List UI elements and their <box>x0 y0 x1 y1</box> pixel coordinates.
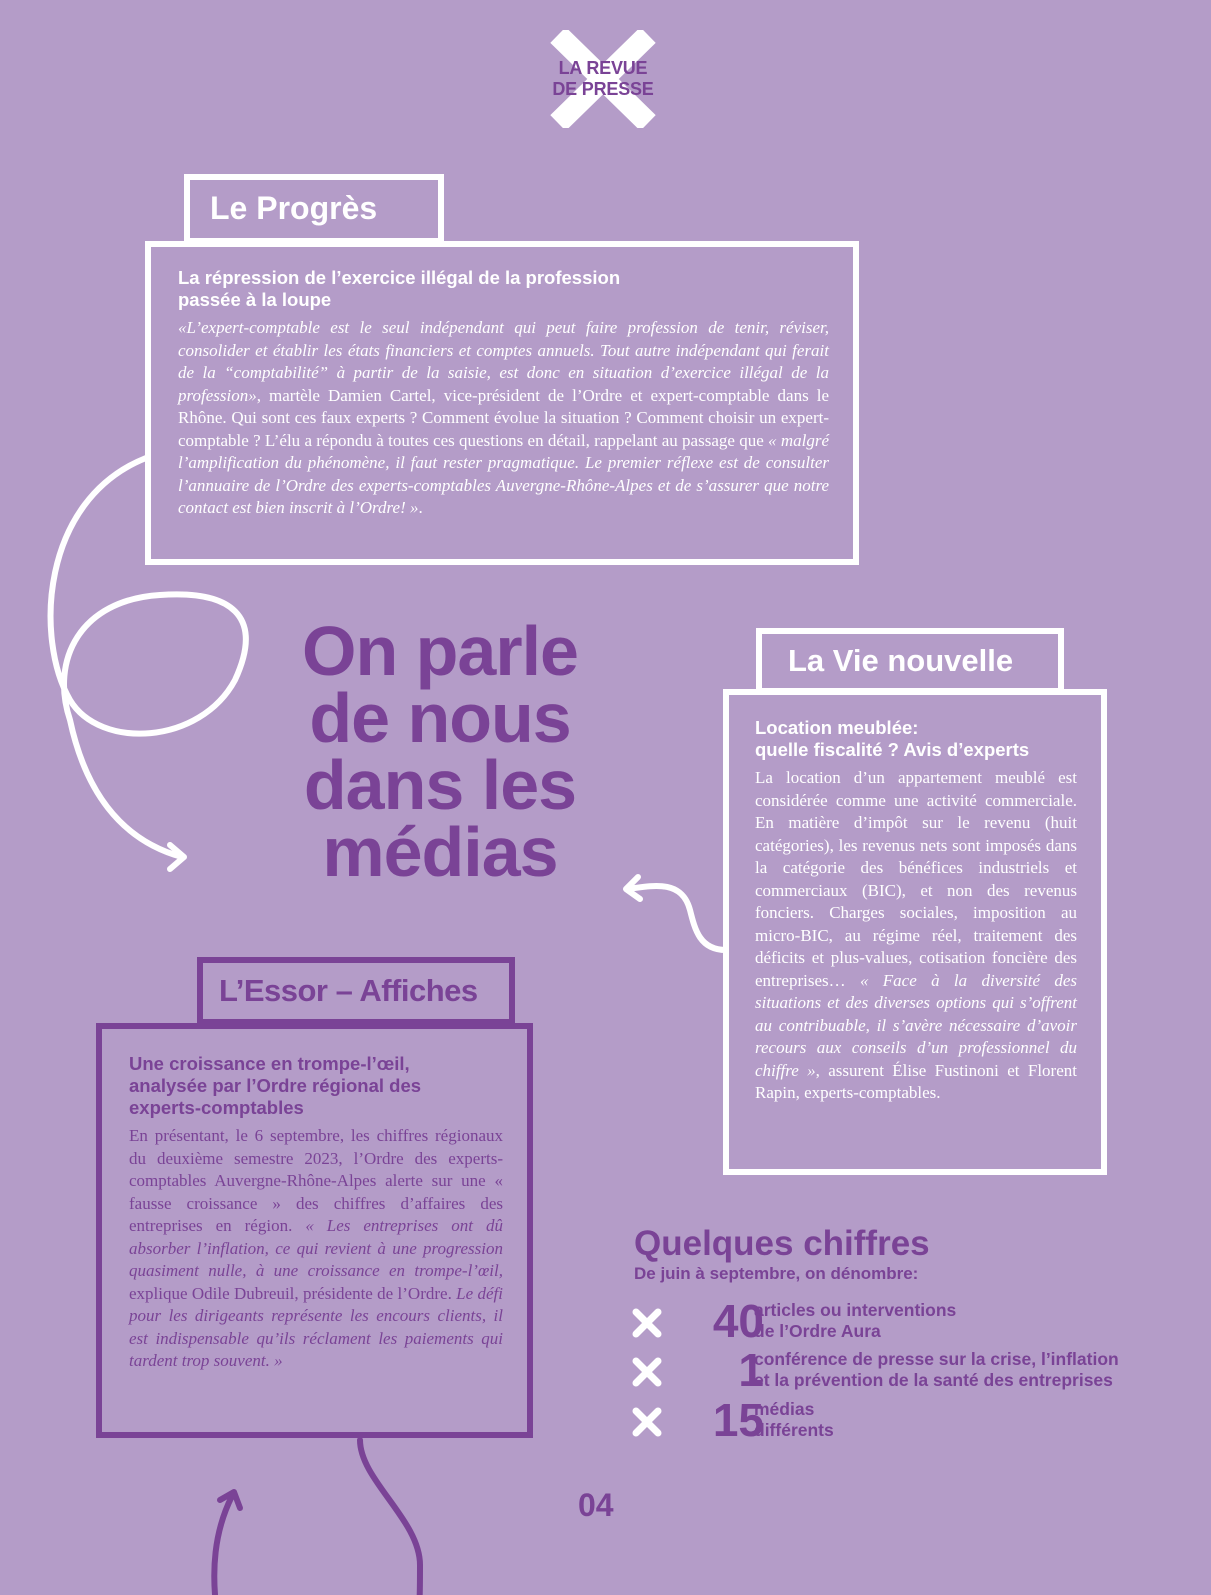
stats-title: Quelques chiffres <box>634 1224 930 1263</box>
article-body <box>755 767 1077 1105</box>
right-arrow-curve <box>628 886 726 950</box>
logo-line-2: DE PRESSE <box>552 79 654 99</box>
article-headline <box>129 1053 503 1119</box>
article-body <box>178 317 829 520</box>
title-line-2: de nous <box>309 679 571 757</box>
article-headline <box>755 717 1077 761</box>
page-number: 04 <box>578 1487 614 1523</box>
body-text-1: En présentant, le 6 septembre, les chiffres régionaux du deuxième semestre 2023, l’Ordre des experts-comptables Auvergne-Rhône-Alpes alerte sur une « fausse croissance » des chiffres d’affaires des entreprises en région. <box>129 1126 503 1235</box>
quote-2: « malgré l’amplification du phénomène, il faut rester pragmatique. Le premier réflexe est de consulter l’annuaire de l’Ordre des experts-comptables Auvergne-Rhône-Alpes et de s’assurer que notre contact est bien inscrit à l’Ordre! » <box>178 430 829 517</box>
source-tab-la-vie-nouvelle <box>756 628 1064 694</box>
title-line-3: dans les <box>303 746 577 824</box>
logo-line-1: LA REVUE <box>558 58 648 78</box>
title-line-1: On parle <box>302 612 578 690</box>
quote-1: « Les entreprises ont dû absorber l’inflation, ce qui revient à une progression quasiment nulle, à une croissance en trompe-l’œil, <box>129 1216 503 1280</box>
body-text-2: . <box>418 498 423 517</box>
stat-value: 15 <box>712 1394 764 1446</box>
arrowhead-left <box>170 845 184 869</box>
headline-line-3: experts-comptables <box>129 1097 304 1118</box>
stat-row <box>632 1344 1192 1396</box>
article-la-vie-nouvelle <box>723 689 1107 1175</box>
source-name: La Vie nouvelle <box>788 643 1014 678</box>
source-tab-le-progres <box>184 174 444 244</box>
bottom-arrowhead <box>220 1492 240 1508</box>
cross-icon <box>632 1357 662 1387</box>
headline-line-2: quelle fiscalité ? Avis d’experts <box>755 739 1030 760</box>
headline-line-2: analysée par l’Ordre régional des <box>129 1075 422 1096</box>
stat-value: 40 <box>712 1295 764 1347</box>
stat-label <box>754 1349 1119 1390</box>
logo-text <box>548 58 658 100</box>
stat-label-line-1: médias <box>754 1399 815 1419</box>
article-lessor-affiches <box>96 1023 533 1438</box>
quote-1: « Face à la diversité des situations et des diverses options qui s’offrent au contribuable, il s’avère nécessaire d’avoir recours aux conseils d’un professionnel du chiffre » <box>755 970 1077 1080</box>
body-text-1: La location d’un appartement meublé est considérée comme une activité commerciale. En matière d’impôt sur le revenu (huit catégories), les revenus nets sont imposés dans la catégorie des bénéfices industriels et commerciaux (BIC), et non des revenus fonciers. Charges sociales, imposition au micro-BIC, au régime réel, traitement des déficits et plus-values, cotisation foncière des entreprises… <box>755 768 1077 990</box>
quote-1: «L’expert-comptable est le seul indépendant qui peut faire profession de tenir, réviser, consolider et établir les états financiers et comptes annuels. Tout autre indépendant qui ferait de la “comptabilité” à partir de la saisie, est donc en situation d’exercice illégal de la profession» <box>178 318 829 405</box>
body-text-1: , martèle Damien Cartel, vice-président de l’Ordre et expert-comptable dans le Rhône. Qui sont ces faux experts ? Comment évolue la situation ? Comment choisir un expert-comptable ? L’élu a répondu à toutes ces questions en détail, rappelant au passage que <box>178 385 829 450</box>
stat-label-line-1: conférence de presse sur la crise, l’inflation <box>754 1349 1119 1369</box>
stat-label <box>754 1399 834 1440</box>
stat-label <box>754 1300 956 1341</box>
cross-icon <box>632 1407 662 1437</box>
stat-label-line-2: de l’Ordre Aura <box>754 1320 881 1341</box>
quote-2: Le défi pour les dirigeants représente les encours clients, il est indispensable qu’ils réclament les paiements qui tardent trop souvent. » <box>129 1283 503 1370</box>
bottom-purple-curve <box>360 1440 420 1595</box>
source-name: Le Progrès <box>210 190 378 226</box>
stat-row <box>632 1295 1192 1347</box>
stat-value: 1 <box>738 1344 764 1396</box>
article-body <box>129 1125 503 1373</box>
title-line-4: médias <box>322 813 558 891</box>
body-text-2: explique Odile Dubreuil, présidente de l’Ordre. <box>129 1283 457 1303</box>
headline-line-1: La répression de l’exercice illégal de la profession <box>178 267 621 288</box>
cross-icon <box>632 1308 662 1338</box>
article-headline <box>178 267 829 311</box>
source-name: L’Essor – Affiches <box>219 973 478 1008</box>
article-le-progres <box>145 241 859 565</box>
body-text-2: , assurent Élise Fustinoni et Florent Rapin, experts-comptables. <box>755 1060 1077 1102</box>
bottom-purple-arrow <box>214 1496 232 1595</box>
stat-label-line-2: différents <box>754 1419 834 1440</box>
stat-row <box>632 1394 1192 1446</box>
source-tab-lessor-affiches <box>197 957 515 1025</box>
headline-line-2: passée à la loupe <box>178 289 332 310</box>
headline-line-1: Location meublée: <box>755 717 919 738</box>
stats-subtitle: De juin à septembre, on dénombre: <box>634 1264 919 1283</box>
arrowhead-right <box>626 877 640 899</box>
page-title <box>270 612 610 891</box>
headline-line-1: Une croissance en trompe-l’œil, <box>129 1053 410 1074</box>
stat-label-line-1: articles ou interventions <box>754 1300 957 1320</box>
stat-label-line-2: et la prévention de la santé des entreprises <box>754 1369 1113 1390</box>
revue-logo <box>548 30 658 128</box>
